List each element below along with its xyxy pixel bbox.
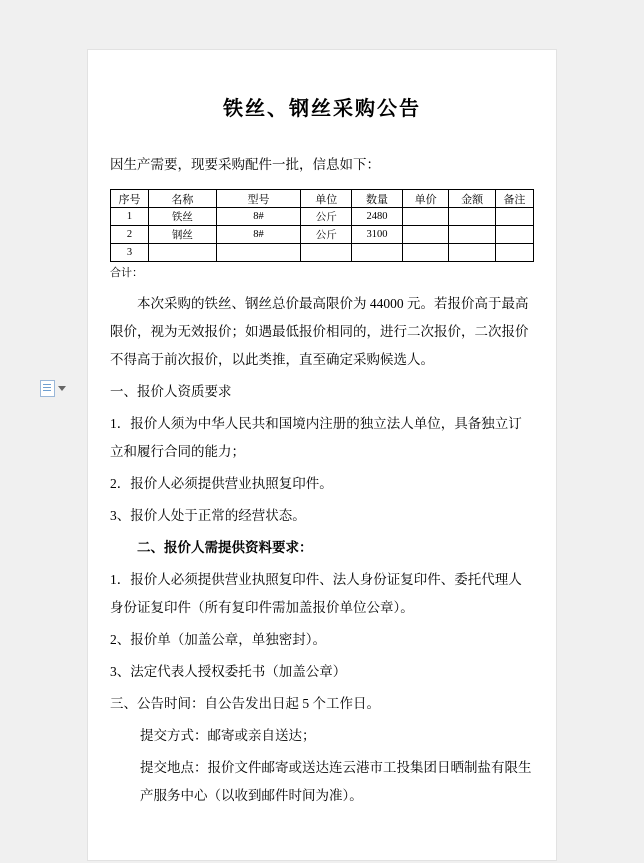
table-header-row — [111, 190, 534, 208]
cell-note — [495, 226, 533, 244]
cell-name: 铁丝 — [149, 208, 217, 226]
paragraph-qualification-1: 1．报价人须为中华人民共和国境内注册的独立法人单位，具备独立订立和履行合同的能力； — [110, 416, 522, 459]
column-header-note: 备注 — [495, 190, 533, 208]
paragraph-materials-2: 2、报价单（加盖公章，单独密封）。 — [110, 632, 326, 647]
paragraph-section-three-heading: 三、公告时间：自公告发出日起 5 个工作日。 — [110, 696, 380, 711]
column-header-model: 型号 — [216, 190, 301, 208]
column-header-seq: 序号 — [111, 190, 149, 208]
cell-amount — [449, 244, 496, 262]
paragraph-qualification-2: 2．报价人必须提供营业执照复印件。 — [110, 476, 333, 491]
table-row — [111, 226, 534, 244]
paragraph-qualification-3: 3、报价人处于正常的经营状态。 — [110, 508, 306, 523]
cell-note — [495, 244, 533, 262]
table-row — [111, 244, 534, 262]
body-paragraphs — [110, 290, 534, 810]
column-header-amount: 金额 — [449, 190, 496, 208]
margin-object-anchor[interactable] — [40, 380, 74, 396]
paragraph-submission-method: 提交方式：邮寄或亲自送达； — [140, 728, 316, 743]
cell-model: 8# — [216, 208, 301, 226]
column-header-name: 名称 — [149, 190, 217, 208]
intro-paragraph: 因生产需要，现要采购配件一批，信息如下： — [110, 157, 380, 172]
chevron-down-icon[interactable] — [58, 386, 66, 391]
cell-name — [149, 244, 217, 262]
cell-amount — [449, 226, 496, 244]
document-icon — [40, 380, 55, 397]
cell-price — [402, 208, 449, 226]
cell-seq: 1 — [111, 208, 149, 226]
column-header-unit: 单位 — [301, 190, 352, 208]
column-header-qty: 数量 — [352, 190, 403, 208]
paragraph-section-two-heading: 二、报价人需提供资料要求： — [137, 540, 313, 555]
table-total-label: 合计： — [110, 267, 143, 279]
cell-unit: 公斤 — [301, 208, 352, 226]
page-title: 铁丝、钢丝采购公告 — [223, 98, 421, 120]
paragraph-submission-location: 提交地点：报价文件邮寄或送达连云港市工投集团日晒制盐有限生产服务中心（以收到邮件时间为准）。 — [140, 760, 532, 803]
cell-price — [402, 226, 449, 244]
cell-qty: 3100 — [352, 226, 403, 244]
cell-model: 8# — [216, 226, 301, 244]
cell-model — [216, 244, 301, 262]
column-header-price: 单价 — [402, 190, 449, 208]
paragraph-section-one-heading: 一、报价人资质要求 — [110, 384, 232, 399]
paragraph-materials-3: 3、法定代表人授权委托书（加盖公章） — [110, 664, 347, 679]
cell-name: 钢丝 — [149, 226, 217, 244]
goods-table — [110, 189, 534, 262]
cell-seq: 3 — [111, 244, 149, 262]
cell-qty — [352, 244, 403, 262]
cell-price — [402, 244, 449, 262]
document-page — [88, 50, 556, 860]
cell-unit — [301, 244, 352, 262]
page-content — [110, 64, 534, 814]
cell-qty: 2480 — [352, 208, 403, 226]
paragraph-limit-price: 本次采购的铁丝、钢丝总价最高限价为 44000 元。若报价高于最高限价，视为无效报价；如遇最低报价相同的，进行二次报价，二次报价不得高于前次报价，以此类推，直至确定采购候选人。 — [110, 296, 529, 367]
cell-note — [495, 208, 533, 226]
cell-unit: 公斤 — [301, 226, 352, 244]
paragraph-materials-1: 1．报价人必须提供营业执照复印件、法人身份证复印件、委托代理人身份证复印件（所有复印件需加盖报价单位公章）。 — [110, 572, 522, 615]
cell-seq: 2 — [111, 226, 149, 244]
cell-amount — [449, 208, 496, 226]
table-row — [111, 208, 534, 226]
